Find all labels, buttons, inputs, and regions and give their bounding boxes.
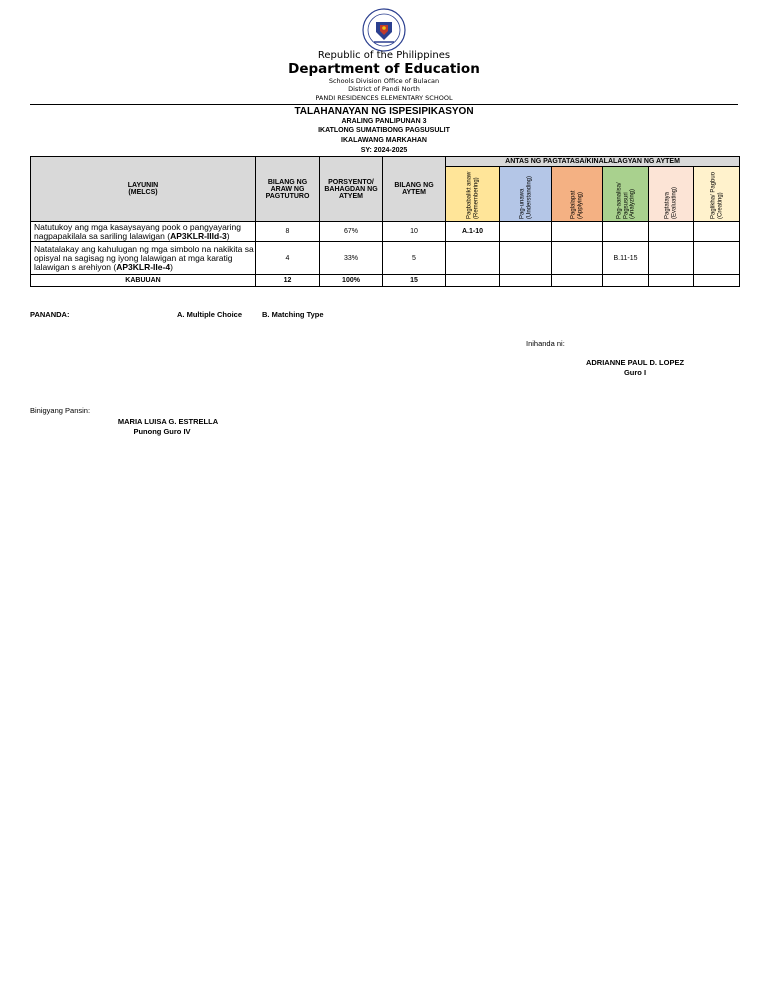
- quarter-text: IKALAWANG MARKAHAN: [341, 137, 427, 144]
- understanding-cell: [500, 242, 552, 275]
- school-year-text: SY: 2024-2025: [360, 147, 408, 154]
- pananda-label: PANANDA:: [30, 310, 70, 319]
- subject-text: ARALING PANLIPUNAN 3: [341, 118, 427, 125]
- remembering-cell: A.1-10: [446, 222, 500, 242]
- percent-cell: 67%: [320, 222, 383, 242]
- level-evaluating: Pagtataya (Evaluating): [649, 167, 694, 222]
- applying-cell: [552, 242, 603, 275]
- evaluating-cell: [649, 222, 694, 242]
- specification-table: [30, 156, 740, 287]
- creating-cell: [694, 242, 740, 275]
- applying-cell: [552, 222, 603, 242]
- school-text: PANDI RESIDENCES ELEMENTARY SCHOOL: [315, 94, 453, 102]
- republic-text: Republic of the Philippines: [317, 50, 451, 61]
- total-label: KABUUAN: [31, 275, 256, 287]
- level-understanding: Pag-unawa (Understanding): [500, 167, 552, 222]
- noter-name: MARIA LUISA G. ESTRELLA: [117, 417, 219, 426]
- analyzing-cell: B.11-15: [603, 242, 649, 275]
- legend-multiple-choice: A. Multiple Choice: [177, 310, 243, 319]
- antas-header: ANTAS NG PAGTATASA/KINALALAGYAN NG AYTEM: [446, 157, 740, 167]
- melc-cell: Natutukoy ang mga kasaysayang pook o pangyayaring nagpapakilala sa sariling lalawigan (AP3KLR-IIId-3): [31, 222, 256, 242]
- table-row: [31, 242, 740, 275]
- days-cell: 4: [256, 242, 320, 275]
- level-remembering: Pagbabalikt anaw (Remembering): [446, 167, 500, 222]
- total-percent: 100%: [320, 275, 383, 287]
- total-empty-cell: [694, 275, 740, 287]
- days-cell: 8: [256, 222, 320, 242]
- layunin-header: LAYUNIN (MELCS): [31, 157, 256, 222]
- evaluating-cell: [649, 242, 694, 275]
- total-empty-cell: [500, 275, 552, 287]
- level-analyzing: Pag-aanalisa/ Pagsusuri (Analyzing): [603, 167, 649, 222]
- seal-icon: [362, 8, 406, 52]
- total-empty-cell: [446, 275, 500, 287]
- legend-matching-type: B. Matching Type: [262, 310, 324, 319]
- understanding-cell: [500, 222, 552, 242]
- test-text: IKATLONG SUMATIBONG PAGSUSULIT: [318, 127, 450, 134]
- level-creating: Paglikha/ Pagbuo (Creating): [694, 167, 740, 222]
- total-items: 15: [383, 275, 446, 287]
- preparer-name: ADRIANNE PAUL D. LOPEZ: [585, 358, 685, 367]
- porsyento-header: PORSYENTO/ BAHAGDAN NG ATYEM: [320, 157, 383, 222]
- division-text: Schools Division Office of Bulacan: [328, 77, 440, 85]
- melc-cell: Natatalakay ang kahulugan ng mga simbolo na nakikita sa opisyal na sagisag ng iyong lalawigan at mga karatig lalawigan s arehiyon (AP3KLR-IIe-4): [31, 242, 256, 275]
- araw-header: BILANG NG ARAW NG PAGTUTURO: [256, 157, 320, 222]
- total-row: [31, 275, 740, 287]
- noter-title: Punong Guro IV: [133, 427, 191, 436]
- total-days: 12: [256, 275, 320, 287]
- district-text: District of Pandi North: [348, 85, 420, 93]
- creating-cell: [694, 222, 740, 242]
- total-empty-cell: [552, 275, 603, 287]
- aytem-header: BILANG NG AYTEM: [383, 157, 446, 222]
- total-empty-cell: [603, 275, 649, 287]
- total-empty-cell: [649, 275, 694, 287]
- noted-by-label: Binigyang Pansin:: [30, 406, 91, 415]
- analyzing-cell: [603, 222, 649, 242]
- level-applying: Paglalapat (Applying): [552, 167, 603, 222]
- preparer-title: Guro I: [623, 368, 647, 377]
- document-title: TALAHANAYAN NG ISPESIPIKASYON: [294, 106, 474, 117]
- table-row: [31, 222, 740, 242]
- items-cell: 10: [383, 222, 446, 242]
- header-divider: [30, 104, 738, 105]
- department-title: Department of Education: [288, 61, 480, 77]
- deped-seal: [362, 8, 406, 52]
- percent-cell: 33%: [320, 242, 383, 275]
- prepared-by-label: Inihanda ni:: [526, 339, 565, 348]
- remembering-cell: [446, 242, 500, 275]
- items-cell: 5: [383, 242, 446, 275]
